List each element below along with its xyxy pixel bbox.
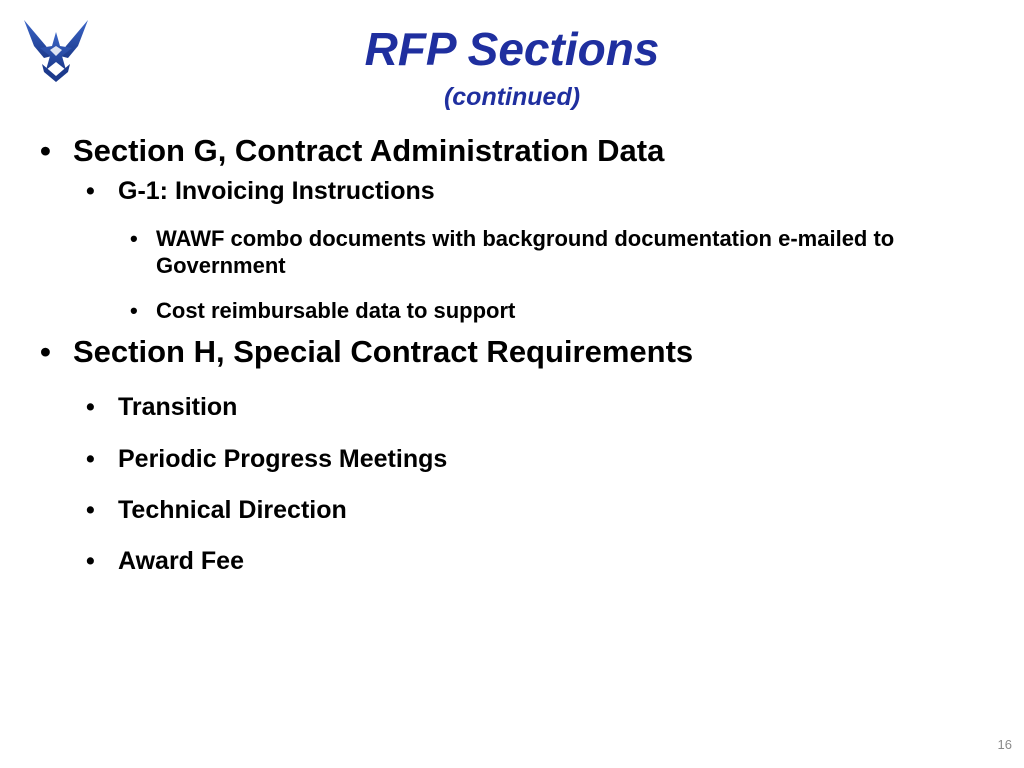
bullet-text: Technical Direction xyxy=(118,496,347,524)
bullet-text: Award Fee xyxy=(118,547,244,575)
bullet-g1-cost xyxy=(130,297,1000,324)
bullet-marker: • xyxy=(86,547,95,575)
bullet-marker: • xyxy=(86,393,95,421)
bullet-marker: • xyxy=(86,177,95,205)
bullet-text: G-1: Invoicing Instructions xyxy=(118,177,435,205)
bullet-section-h xyxy=(40,334,693,370)
bullet-marker: • xyxy=(40,334,51,369)
bullet-text: WAWF combo documents with background documentation e-mailed to Government xyxy=(156,226,895,278)
bullet-g1-wawf xyxy=(130,225,1000,279)
bullet-marker: • xyxy=(130,226,138,251)
bullet-text: Transition xyxy=(118,393,238,421)
bullet-marker: • xyxy=(130,298,138,323)
page-number: 16 xyxy=(997,737,1012,752)
bullet-text: Section H, Special Contract Requirements xyxy=(73,334,694,369)
bullet-text: Periodic Progress Meetings xyxy=(118,445,448,473)
slide-subtitle: (continued) xyxy=(443,83,581,111)
bullet-g1 xyxy=(86,176,435,206)
bullet-text: Cost reimbursable data to support xyxy=(156,298,516,323)
bullet-technical-direction xyxy=(86,495,347,525)
bullet-transition xyxy=(86,392,237,422)
bullet-section-g xyxy=(40,133,664,169)
slide-title: RFP Sections xyxy=(364,23,660,75)
bullet-award-fee xyxy=(86,546,244,576)
bullet-marker: • xyxy=(86,445,95,473)
bullet-marker: • xyxy=(86,496,95,524)
bullet-marker: • xyxy=(40,133,51,168)
bullet-text: Section G, Contract Administration Data xyxy=(73,133,665,168)
bullet-periodic-progress xyxy=(86,444,447,474)
